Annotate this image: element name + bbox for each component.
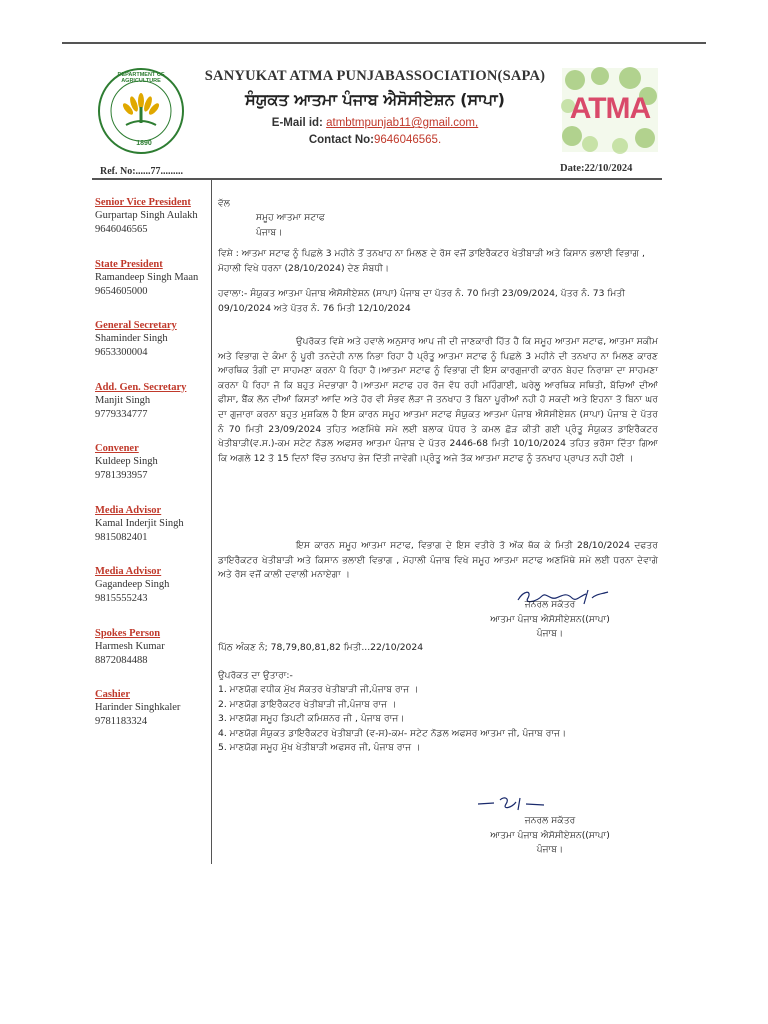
bearer-name: Gagandeep Singh [95, 579, 170, 590]
org-name-english: SANYUKAT ATMA PUNJABASSOCIATION(SAPA) [204, 68, 546, 84]
bearer-name: Shaminder Singh [95, 333, 168, 344]
bearer-phone: 9646046565 [95, 224, 148, 235]
signatory-title: ਜਨਰਲ ਸਕੱਤਰ [524, 815, 576, 826]
bearer-role: Add. Gen. Secretary [95, 381, 187, 393]
bearer-name: Harmesh Kumar [95, 640, 165, 652]
signatory-title: ਜਨਰਲ ਸਕੱਤਰ [524, 599, 576, 610]
contact-label: Contact No: [308, 134, 374, 146]
signatory-org: ਆਤਮਾ ਪੰਜਾਬ ਐਸੋਸੀਏਸ਼ਨ((ਸਾਪਾ) [490, 829, 610, 841]
office-bearer [95, 688, 209, 750]
to-label: ਵੱਲ [218, 198, 230, 209]
logo-year: 1890 [136, 140, 152, 147]
atma-logo-text: ATMA [569, 92, 651, 125]
contact-number: 9646046565. [374, 134, 442, 146]
signatory-place: ਪੰਜਾਬ। [536, 628, 564, 640]
bearer-role: General Secretary [95, 320, 177, 331]
bearer-phone: 9781393957 [95, 470, 148, 481]
reference-number: Ref. No:......77......... [100, 166, 184, 177]
office-bearer [95, 627, 209, 689]
signature-2 [474, 794, 554, 814]
bearer-name: Gurpartap Singh Aulakh [95, 210, 198, 221]
list-item: 1. ਮਾਣਯੋਗ ਵਧੀਕ ਮੁੱਖ ਸੱਕਤਰ ਖੇਤੀਬਾੜੀ ਜੀ,ਪੰਜਾਬ ਰਾਜ । [218, 684, 419, 695]
office-bearer [95, 381, 209, 443]
top-border-line [62, 42, 706, 44]
list-item: 5. ਮਾਣਯੋਗ ਸਮੂਹ ਮੁੱਖ ਖੇਤੀਬਾੜੀ ਅਫਸਰ ਜੀ, ਪੰਜਾਬ ਰਾਜ । [218, 742, 421, 754]
bearer-name: Harinder Singhkaler [95, 702, 181, 713]
endorsement-line: ਪਿੱਠ ਅੰਕਣ ਨੰ; 78,79,80,81,82 ਮਿਤੀ...22/10/2024 [218, 642, 424, 653]
signatory-org: ਆਤਮਾ ਪੰਜਾਬ ਐਸੋਸੀਏਸ਼ਨ((ਸਾਪਾ) [490, 613, 610, 625]
bearer-phone: 9654605000 [95, 285, 148, 297]
list-item: 2. ਮਾਣਯੋਗ ਡਾਇਰੈਕਟਰ ਖੇਤੀਬਾੜੀ ਜੀ,ਪੰਜਾਬ ਰਾਜ । [218, 698, 397, 710]
bearer-phone: 9781183324 [95, 716, 148, 727]
letter-date: Date:22/10/2024 [560, 163, 633, 174]
bearer-phone: 8872084488 [95, 654, 148, 666]
office-bearer [95, 319, 209, 381]
office-bearer [95, 504, 209, 566]
email-row [200, 117, 550, 129]
office-bearer [95, 258, 209, 320]
signatory-place: ਪੰਜਾਬ। [536, 844, 564, 856]
office-bearer [95, 196, 209, 258]
bearer-role: Spokes Person [95, 627, 161, 639]
email-label: E-Mail id: [271, 117, 323, 129]
signature-block-1 [470, 598, 630, 642]
bearer-role: State President [95, 258, 163, 270]
sidebar-divider [211, 179, 212, 864]
bearer-role: Media Advisor [95, 566, 162, 577]
bearer-name: Manjit Singh [95, 394, 151, 406]
bearer-phone: 9815555243 [95, 593, 148, 604]
copy-heading: ਉਪਰੋਕਤ ਦਾ ਉਤਾਰਾ:- [218, 670, 293, 681]
bearer-phone: 9815082401 [95, 531, 148, 543]
office-bearer [95, 565, 209, 627]
header-divider [92, 178, 662, 180]
bearer-phone: 9653300004 [95, 347, 148, 358]
bearer-role: Cashier [95, 689, 130, 700]
bearer-role: Senior Vice President [95, 197, 191, 208]
logo-arc-text: DEPARTMENT OF AGRICULTURE [117, 72, 165, 84]
office-bearer [95, 442, 209, 504]
subject: ਵਿਸ਼ੇ : ਆਤਮਾ ਸਟਾਫ ਨੂੰ ਪਿਛਲੇ 3 ਮਹੀਨੇ ਤੋਂ ਤਨਖਾਹ ਨਾ ਮਿਲਣ ਦੇ ਰੋਸ ਵਜੋਂ ਡਾਇਰੈਕਟਰ ਖੇਤੀਬਾੜੀ ਅਤੇ ਕਿਸਾਨ ਭਲਾਈ ਵਿਭਾਗ , ਮੋਹਾਲੀ ਵਿਖੇ ਧਰਨਾ (28/10/2024) ਦੇਣ ਸੰਬਧੀ। [218, 248, 645, 274]
bearer-role: Media Advisor [95, 504, 162, 516]
body-paragraph-1: ਉਪਰੋਕਤ ਵਿਸ਼ੇ ਅਤੇ ਹਵਾਲੇ ਅਨੁਸਾਰ ਆਪ ਜੀ ਦੀ ਜਾਣਕਾਰੀ ਹਿੱਤ ਹੈ ਕਿ ਸਮੂਹ ਆਤਮਾ ਸਟਾਫ, ਆਤਮਾ ਸਕੀਮ ਅਤੇ ਵਿਭਾਗ ਦੇ ਕੰਮਾ ਨੂੰ ਪੂਰੀ ਤਨਦੇਹੀ ਨਾਲ ਨਿਭਾ ਰਿਹਾ ਹੈ ਪ੍ਰੰਤੂ ਆਤਮਾ ਸਟਾਫ ਨੂੰ ਪਿਛਲੇ 3 ਮਹੀਨੇ ਦੀ ਤਨਖਾਹ ਨਾ ਮਿਲਣ ਕਾਰਣ ਆਰਥਿਕ ਤੰਗੀ ਦਾ ਸਾਹਮਣਾ ਕਰਨਾ ਪੈ ਰਿਹਾ ਹੈ।ਆਤਮਾ ਸਟਾਫ ਨੂੰ ਵਿਭਾਗ ਦੀ ਇਸ ਕਾਰਗੁਜਾਰੀ ਕਾਰਨ ਬੇਹਦ ਨਿਰਾਸ਼ਾ ਦਾ ਸਾਹਮਣਾ ਕਰਨਾ ਪੈ ਰਿਹਾ ਜੋ ਕਿ ਬਹੁਤ ਮੰਦਭਾਗਾ ਹੈ।ਆਤਮਾ ਸਟਾਫ ਹਰ ਰੋਜ ਵੱਧ ਰਹੀ ਮਹਿੰਗਾਈ, ਘਰੇਲੂ ਆਰਥਿਕ ਸਥਿਤੀ, ਬੱਚਿਆਂ ਦੀਆਂ ਫੀਸਾ, ਬੈਂਕ ਲੋਨ ਦੀਆਂ ਕਿਸਤਾਂ ਆਦਿ ਅਤੇ ਹੋਰ ਵੀ ਸੰਭਵ ਲੋੜਾ ਜੋ ਤਨਖਾਹ ਤੋ ਬਿਨਾ ਪੂਰੀਆਂ ਨਹੀ ਹੋ ਸਕਦੀ ਅਤੇ ਇਹਨਾ ਤੋ ਬਿਨਾ ਘਰ ਦਾ ਗੁਜਾਰਾ ਕਰਨਾ ਬਹੁਤ ਮੁਸ਼ਕਿਲ ਹੈ ਇਸ ਕਾਰਨ ਸਮੂਹ ਆਤਮਾ ਸਟਾਫ ਸੰਯੁਕਤ ਆਤਮਾ ਪੰਜਾਬ ਐਸੋਸੀਏਸ਼ਨ (ਸਾਪਾ) ਪੰਜਾਬ ਦੇ ਪੱਤਰ ਨੰ 70 ਮਿਤੀ 23/09/2024 ਤਹਿਤ ਅਣਮਿੱਥੇ ਸਮੇ ਲਈ ਬਲਾਕ ਪੱਧਰ ਤੇ ਕਮਲ ਛੋੜ ਕੀਤੀ ਗਈ ਪ੍ਰੰਤੂ ਸੰਯੁਕਤ ਡਾਇਰੈਕਟਰ ਖੇਤੀਬਾੜੀ(ਵ.ਸ.)-ਕਮ ਸਟੇਟ ਨੋਡਲ ਅਫਸਰ ਆਤਮਾ ਪੰਜਾਬ ਦੇ ਪੱਤਰ 2446-68 ਮਿਤੀ 10/10/2024 ਤਹਿਤ ਭਰੋਸਾ ਦਿੱਤਾ ਗਿਆ ਕਿ ਅਗਲੇ 12 ਤੋ 15 ਦਿਨਾਂ ਵਿੱਚ ਤਨਖਾਹ ਭੇਜ ਦਿੱਤੀ ਜਾਵੇਗੀ।ਪ੍ਰੰਤੂ ਅਜੇ ਤੱਕ ਆਤਮਾ ਸਟਾਫ ਨੂੰ ਤਨਖਾਹ ਪ੍ਰਾਪਤ ਨਹੀ ਹੋਈ । [218, 336, 658, 464]
contact-row [200, 134, 550, 146]
recipient-line-1: ਸਮੂਹ ਆਤਮਾ ਸਟਾਫ [256, 212, 325, 223]
email-link[interactable]: atmbtmpunjab11@gmail.com, [326, 117, 479, 129]
org-name-punjabi: ਸੰਯੁਕਤ ਆਤਮਾ ਪੰਜਾਬ ਐਸੋਸੀਏਸ਼ਨ (ਸਾਪਾ) [245, 90, 505, 109]
body-paragraph-2: ਇਸ ਕਾਰਨ ਸਮੂਹ ਆਤਮਾ ਸਟਾਫ, ਵਿਭਾਗ ਦੇ ਇਸ ਵਤੀਰੇ ਤੋ ਅੱਕ ਥੱਕ ਕੇ ਮਿਤੀ 28/10/2024 ਦਫਤਰ ਡਾਇਰੈਕਟਰ ਖੇਤੀਬਾੜੀ ਅਤੇ ਕਿਸਾਨ ਭਲਾਈ ਵਿਭਾਗ , ਮੋਹਾਲੀ ਪੰਜਾਬ ਵਿਖੇ ਸਮੂਹ ਆਤਮਾ ਸਟਾਫ ਅਣਮਿੱਥੇ ਸਮੇ ਲਈ ਧਰਨਾ ਦੇਵਾਗੇ ਅਤੇ ਰੋਸ ਵਜੋਂ ਕਾਲੀ ਦਵਾਲੀ ਮਨਾਏਗਾ । [218, 540, 658, 581]
recipient-line-2: ਪੰਜਾਬ। [256, 227, 283, 238]
list-item: 4. ਮਾਣਯੋਗ ਸੰਯੁਕਤ ਡਾਇਰੈਕਟਰ ਖੇਤੀਬਾੜੀ (ਵ-ਸ)-ਕਮ- ਸਟੇਟ ਨੋਡਲ ਅਫਸਰ ਆਤਮਾ ਜੀ, ਪੰਜਾਬ ਰਾਜ। [218, 727, 567, 739]
bearer-role: Convener [95, 443, 139, 454]
reference-line: ਹਵਾਲਾ:- ਸੰਯੁਕਤ ਆਤਮਾ ਪੰਜਾਬ ਐਸੋਸੀਏਸ਼ਨ (ਸਾਪਾ) ਪੰਜਾਬ ਦਾ ਪੱਤਰ ਨੰ. 70 ਮਿਤੀ 23/09/2024, ਪੱਤਰ ਨੰ. 73 ਮਿਤੀ 09/10/2024 ਅਤੇ ਪੱਤਰ ਨੰ. 76 ਮਿਤੀ 12/10/2024 [218, 288, 626, 314]
copy-recipient-list [218, 683, 658, 756]
signature-block-2 [470, 814, 630, 858]
list-item: 3. ਮਾਣਯੋਗ ਸਮੂਹ ਡਿਪਟੀ ਕਮਿਸ਼ਨਰ ਜੀ , ਪੰਜਾਬ ਰਾਜ। [218, 713, 405, 725]
bearer-name: Kuldeep Singh [95, 456, 158, 467]
office-bearers-sidebar [95, 196, 209, 750]
bearer-name: Kamal Inderjit Singh [95, 517, 184, 529]
bearer-name: Ramandeep Singh Maan [95, 271, 199, 283]
bearer-phone: 9779334777 [95, 408, 148, 420]
